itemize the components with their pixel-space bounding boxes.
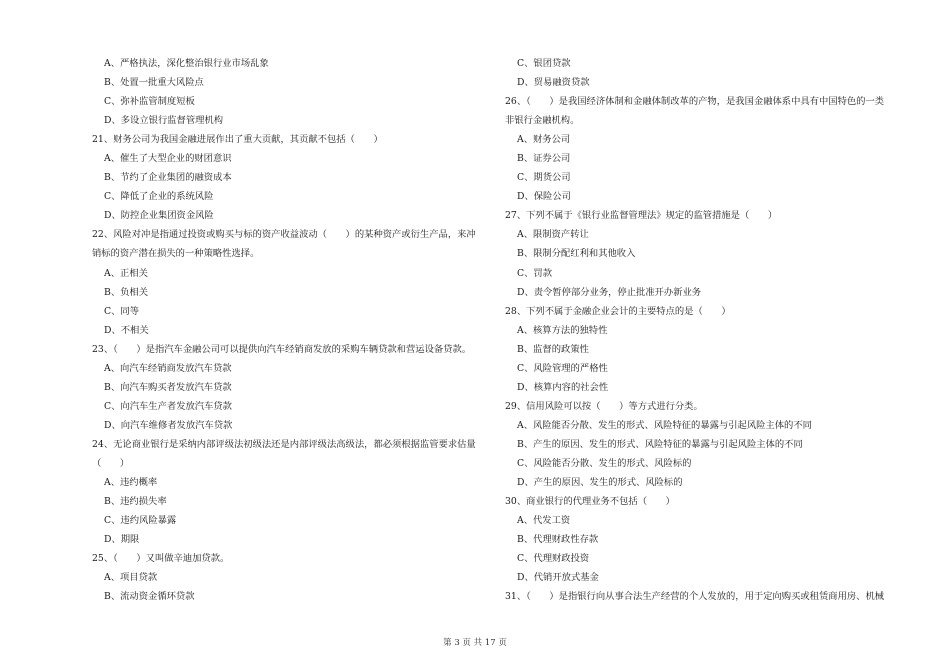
option-line: C、弥补监管制度短板	[104, 96, 195, 108]
right-column	[505, 54, 905, 606]
question-line: 25、（ ）又叫做辛迪加贷款。	[92, 553, 230, 565]
question-continuation: 非银行金融机构。	[505, 115, 580, 127]
option-line: D、代销开放式基金	[517, 572, 599, 584]
option-line: D、多设立银行监督管理机构	[104, 115, 224, 127]
option-line: C、风险能否分散、发生的形式、风险标的	[517, 457, 692, 469]
option-line: D、向汽车维修者发放汽车贷款	[104, 419, 233, 431]
option-line: C、银团贷款	[517, 58, 571, 69]
question-line: 22、风险对冲是指通过投资或购买与标的资产收益波动（ ）的某种资产或衍生产品，来冲	[92, 229, 476, 241]
option-line: A、财务公司	[517, 134, 571, 146]
option-line: D、不相关	[104, 324, 149, 336]
option-line: C、期货公司	[517, 172, 571, 184]
option-line: A、严格执法，深化整治银行业市场乱象	[104, 58, 269, 69]
option-line: B、流动资金循环贷款	[104, 591, 195, 603]
option-line: D、防控企业集团资金风险	[104, 210, 214, 222]
option-line: D、产生的原因、发生的形式、风险标的	[517, 477, 683, 489]
option-line: D、保险公司	[517, 191, 571, 203]
option-line: A、限制资产转让	[517, 229, 589, 241]
option-line: C、罚款	[517, 267, 553, 279]
option-line: C、违约风险暴露	[104, 515, 177, 527]
option-line: A、代发工资	[517, 515, 571, 527]
left-column	[92, 54, 492, 606]
option-line: A、项目贷款	[104, 572, 158, 584]
option-line: B、限制分配红利和其他收入	[517, 248, 636, 260]
question-line: 29、信用风险可以按（ ）等方式进行分类。	[505, 400, 703, 412]
question-continuation: （ ）	[92, 457, 130, 469]
option-line: B、处置一批重大风险点	[104, 77, 204, 89]
option-line: B、违约损失率	[104, 496, 167, 508]
question-line: 21、财务公司为我国金融进展作出了重大贡献，其贡献不包括（ ）	[92, 134, 383, 146]
question-line: 30、商业银行的代理业务不包括（ ）	[505, 496, 675, 508]
option-line: C、同等	[104, 305, 140, 317]
option-line: B、监督的政策性	[517, 343, 589, 355]
option-line: D、责令暂停部分业务，停止批准开办新业务	[517, 286, 702, 298]
option-line: A、核算方法的独特性	[517, 324, 608, 336]
option-line: B、证券公司	[517, 153, 571, 165]
option-line: A、风险能否分散、发生的形式、风险特征的暴露与引起风险主体的不同	[517, 419, 812, 431]
option-line: B、节约了企业集团的融资成本	[104, 172, 232, 184]
question-line: 24、无论商业银行是采纳内部评级法初级法还是内部评级法高级法，都必须根据监管要求估量	[92, 438, 476, 450]
question-line: 31、（ ）是指银行向从事合法生产经营的个人发放的，用于定向购买或租赁商用房、机械	[505, 591, 885, 603]
option-line: C、降低了企业的系统风险	[104, 191, 214, 203]
question-line: 23、（ ）是指汽车金融公司可以提供向汽车经销商发放的采购车辆贷款和营运设备贷款。	[92, 343, 472, 355]
question-line: 26、（ ）是我国经济体制和金融体制改革的产物，是我国金融体系中具有中国特色的一类	[505, 96, 885, 108]
question-line: 28、下列不属于金融企业会计的主要特点的是（ ）	[505, 305, 731, 317]
option-line: A、向汽车经销商发放汽车贷款	[104, 362, 232, 374]
option-line: A、催生了大型企业的财团意识	[104, 153, 232, 165]
option-line: B、代理财政性存款	[517, 534, 599, 546]
option-line: B、向汽车购买者发放汽车贷款	[104, 381, 232, 393]
option-line: A、违约概率	[104, 477, 158, 489]
question-line: 27、下列不属于《银行业监督管理法》规定的监管措施是（ ）	[505, 210, 778, 222]
option-line: A、正相关	[104, 267, 148, 279]
question-continuation: 销标的资产潜在损失的一种策略性选择。	[92, 248, 260, 260]
page-footer: 第 3 页 共 17 页	[443, 638, 507, 648]
option-line: C、风险管理的严格性	[517, 362, 608, 374]
option-line: D、贸易融资贷款	[517, 77, 590, 89]
option-line: D、核算内容的社会性	[517, 381, 609, 393]
option-line: B、负相关	[104, 286, 149, 298]
option-line: B、产生的原因、发生的形式、风险特征的暴露与引起风险主体的不同	[517, 438, 803, 450]
option-line: D、期限	[104, 534, 140, 546]
option-line: C、向汽车生产者发放汽车贷款	[104, 400, 232, 412]
option-line: C、代理财政投资	[517, 553, 590, 565]
